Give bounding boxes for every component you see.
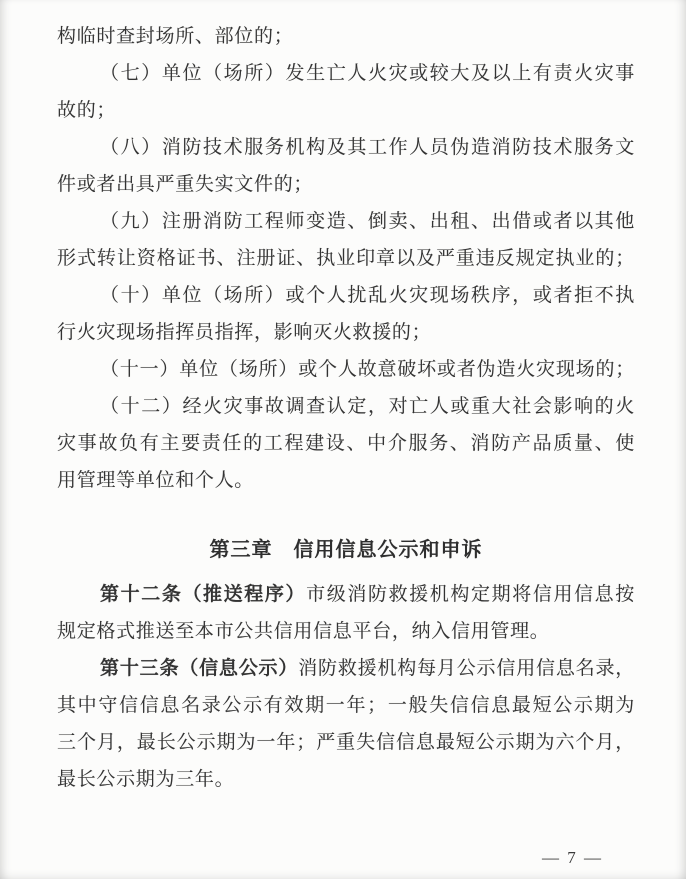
- clause-7-line: （七）单位（场所）发生亡人火灾或较大及以上有责火灾事: [100, 63, 635, 84]
- clause-12-end: 用管理等单位和个人。: [57, 470, 255, 491]
- clause-9-line: （九）注册消防工程师变造、倒卖、出租、出借或者以其他: [100, 211, 635, 232]
- clause-12-continuation: 灾事故负有主要责任的工程建设、中介服务、消防产品质量、使: [57, 433, 635, 454]
- paragraph-continuation-line: 构临时查封场所、部位的；: [57, 26, 294, 47]
- clause-10-line: （十）单位（场所）或个人扰乱火灾现场秩序，或者拒不执: [100, 285, 635, 306]
- article-13-line-3: 三个月，最长公示期为一年；严重失信信息最短公示期为六个月，: [57, 732, 635, 753]
- article-12-text: 市级消防救援机构定期将信用信息按: [306, 584, 635, 605]
- clause-8-line: （八）消防技术服务机构及其工作人员伪造消防技术服务文: [100, 137, 635, 158]
- articles-section: [57, 576, 635, 798]
- clause-8-continuation: 件或者出具严重失实文件的；: [57, 174, 314, 195]
- clause-11-line: （十一）单位（场所）或个人故意破坏或者伪造火灾现场的；: [100, 359, 635, 380]
- clause-list: [57, 18, 635, 499]
- page-number: — 7 —: [542, 848, 603, 867]
- clause-12-line: （十二）经火灾事故调查认定，对亡人或重大社会影响的火: [100, 396, 635, 417]
- clause-9-continuation: 形式转让资格证书、注册证、执业印章以及严重违反规定执业的；: [57, 248, 635, 269]
- clause-7-continuation: 故的；: [57, 100, 117, 121]
- article-13-text: 消防救援机构每月公示信用信息名录，: [298, 658, 635, 679]
- clause-10-continuation: 行火灾现场指挥员指挥，影响灭火救援的；: [57, 322, 432, 343]
- article-13-line-4: 最长公示期为三年。: [57, 769, 235, 790]
- article-13-label: 第十三条（信息公示）: [100, 658, 299, 679]
- article-13-line-2: 其中守信信息名录公示有效期一年；一般失信信息最短公示期为: [57, 695, 635, 716]
- article-12-label: 第十二条（推送程序）: [100, 584, 307, 605]
- article-12-line-2: 规定格式推送至本市公共信用信息平台，纳入信用管理。: [57, 621, 550, 642]
- chapter-heading: 第三章 信用信息公示和申诉: [209, 539, 483, 561]
- article-12-line-1: [57, 576, 635, 613]
- article-13-line-1: [57, 650, 635, 687]
- page-footer: [57, 839, 635, 876]
